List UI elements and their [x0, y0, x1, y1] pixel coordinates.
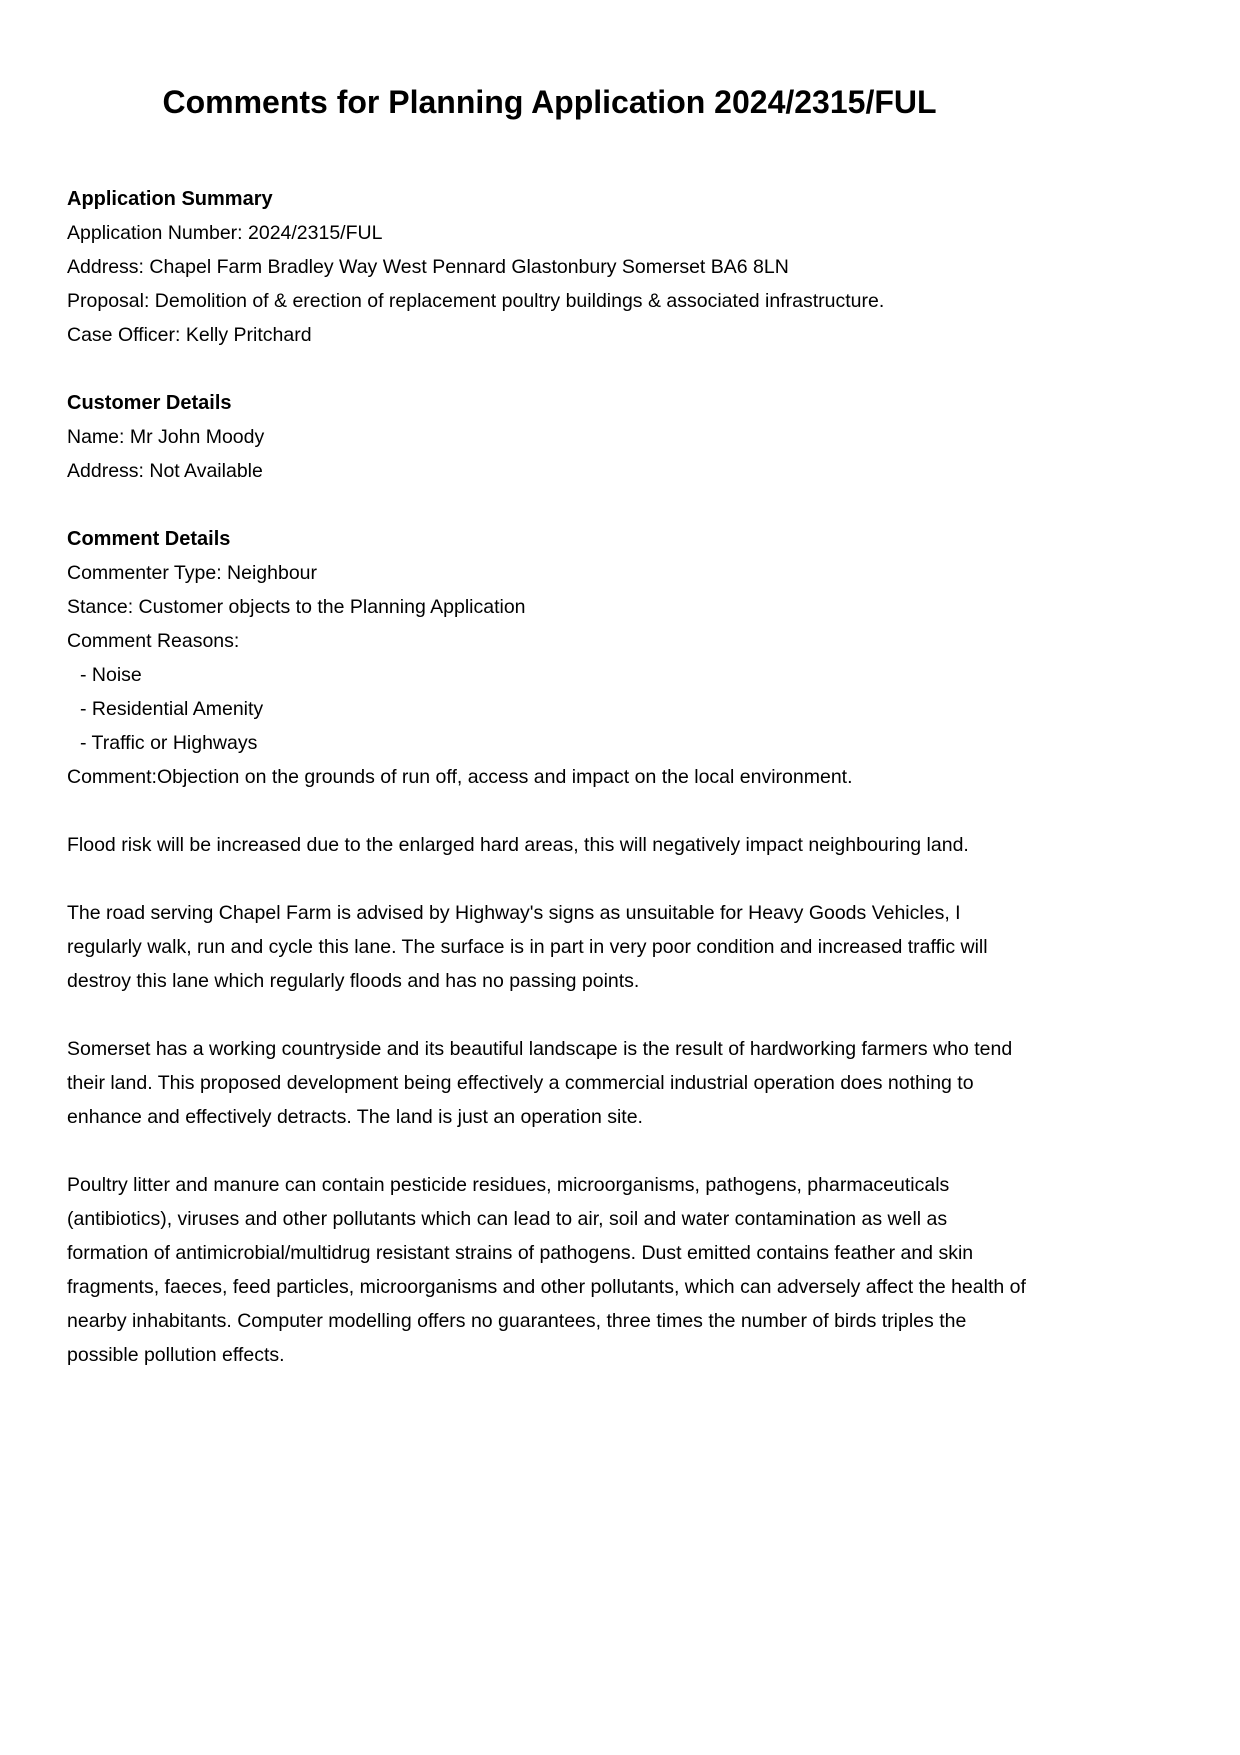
comment-paragraph: The road serving Chapel Farm is advised by Highway's signs as unsuitable for Heavy Goods Vehicles, I regularly walk, run and cycle this lane. The surface is in part in very poor condition and increased traffic will destroy this lane which regularly floods and has no passing points.: [67, 902, 988, 992]
application-address-line: Address: Chapel Farm Bradley Way West Pennard Glastonbury Somerset BA6 8LN: [67, 256, 789, 278]
comment-details-section: [67, 522, 1032, 1372]
comment-reason-item: - Residential Amenity: [80, 698, 264, 720]
comment-reason-item: - Traffic or Highways: [80, 732, 258, 754]
customer-address-line: Address: Not Available: [67, 460, 263, 482]
customer-details-heading: Customer Details: [67, 392, 232, 414]
document-page: [67, 0, 1032, 1372]
application-summary-section: [67, 182, 1032, 352]
comment-details-heading: Comment Details: [67, 528, 231, 550]
comment-paragraph: Flood risk will be increased due to the enlarged hard areas, this will negatively impact neighbouring land.: [67, 834, 969, 856]
stance-line: Stance: Customer objects to the Planning Application: [67, 596, 526, 618]
application-proposal-line: Proposal: Demolition of & erection of replacement poultry buildings & associated infrastructure.: [67, 290, 885, 312]
comment-reasons-label: Comment Reasons:: [67, 630, 240, 652]
document-title: Comments for Planning Application 2024/2315/FUL: [162, 84, 937, 120]
commenter-type-line: Commenter Type: Neighbour: [67, 562, 318, 584]
comment-paragraph: Poultry litter and manure can contain pesticide residues, microorganisms, pathogens, pharmaceuticals (antibiotics), viruses and other pollutants which can lead to air, soil and water contamination as well as formation of antimicrobial/multidrug resistant strains of pathogens. Dust emitted contains feather and skin fragments, faeces, feed particles, microorganisms and other pollutants, which can adversely affect the health of nearby inhabitants. Computer modelling offers no guarantees, three times the number of birds triples the possible pollution effects.: [67, 1174, 1026, 1366]
customer-details-section: [67, 386, 1032, 488]
case-officer-line: Case Officer: Kelly Pritchard: [67, 324, 312, 346]
application-summary-heading: Application Summary: [67, 188, 273, 210]
customer-name-line: Name: Mr John Moody: [67, 426, 265, 448]
comment-lead-line: Comment:Objection on the grounds of run off, access and impact on the local environment.: [67, 766, 853, 788]
comment-paragraph: Somerset has a working countryside and its beautiful landscape is the result of hardworking farmers who tend their land. This proposed development being effectively a commercial industrial operation does nothing to enhance and effectively detracts. The land is just an operation site.: [67, 1038, 1013, 1128]
application-number-line: Application Number: 2024/2315/FUL: [67, 222, 383, 244]
comment-reason-item: - Noise: [80, 664, 142, 686]
